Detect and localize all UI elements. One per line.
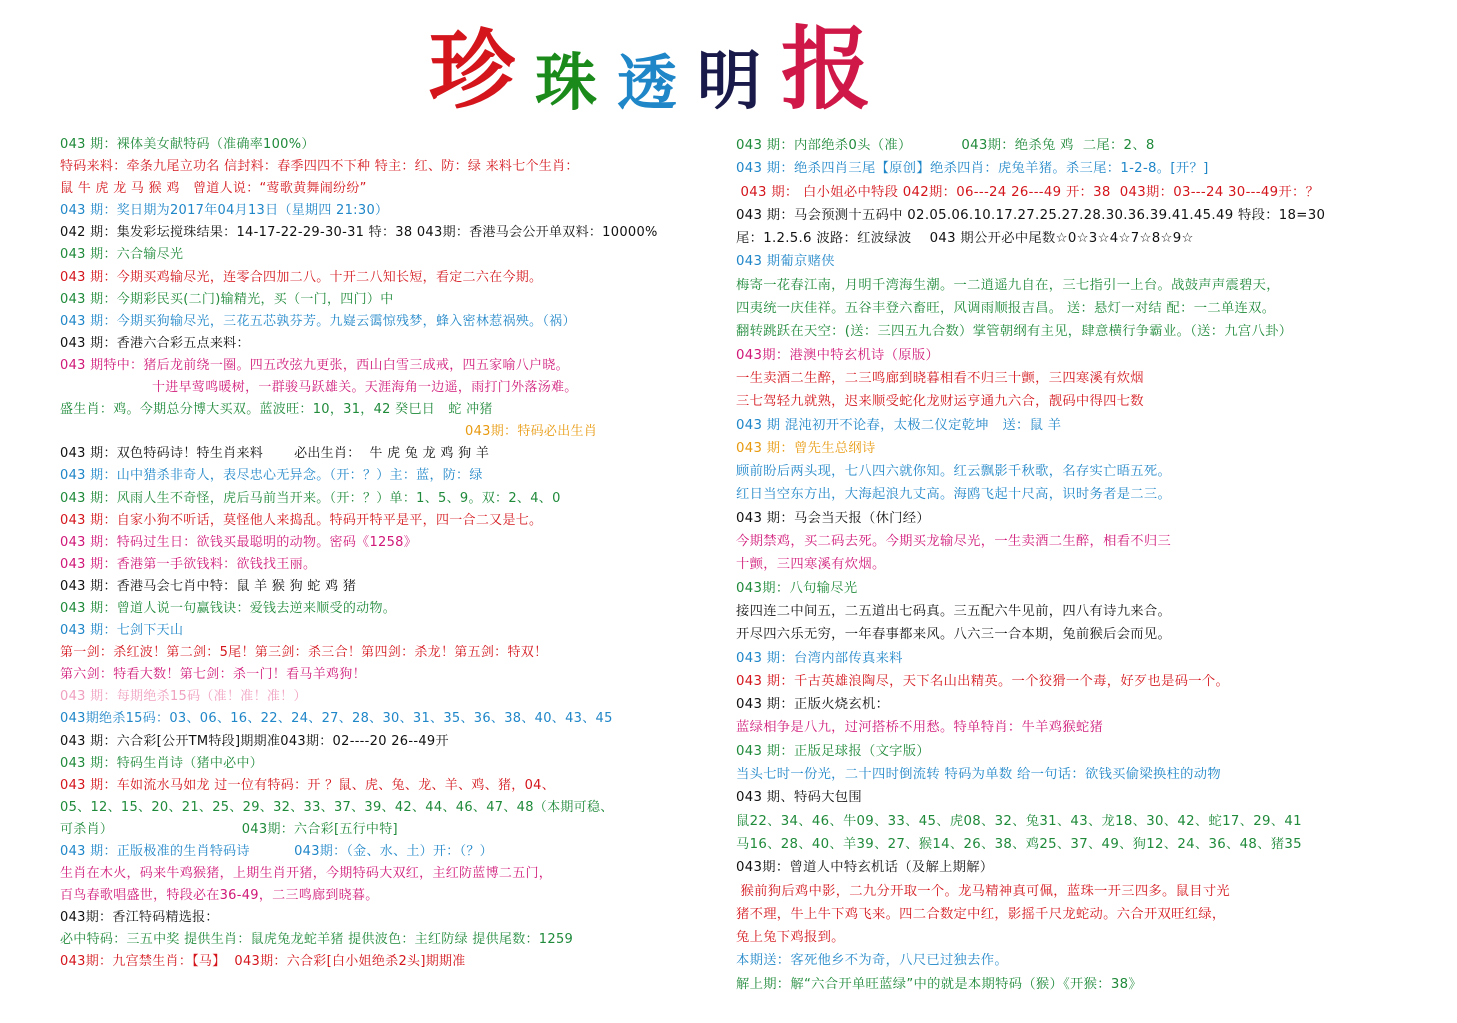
text-line: 042 期：集发彩坛搅珠结果：14-17-22-29-30-31 特：38 043期：香港马会公开单双料：10000% <box>60 225 658 241</box>
text-line: 兔上兔下鸡报到。 <box>736 930 845 946</box>
text-line: 043 期：正版火烧玄机： <box>736 697 890 713</box>
text-line: 043期：港澳中特玄机诗（原版） <box>736 347 940 363</box>
title-char: 报 <box>781 16 871 122</box>
text-line: 十进早莺鸣暖树，一群骏马跃雄关。天涯海角一边遥，雨打门外落汤难。 <box>152 380 578 396</box>
text-line: 四夷统一庆佳祥。五谷丰登六畜旺，风调雨顺报吉昌。 送：悬灯一对结 配：一二单连双。 <box>736 301 1276 317</box>
text-line: 第一剑：杀红波！第二剑：5尾！第三剑：杀三合！第四剑：杀龙！第五剑：特双！ <box>60 645 548 661</box>
text-line: 今期禁鸡，买二码去死。今期买龙输尽光，一生卖酒二生醉，相看不归三 <box>736 534 1172 550</box>
text-line: 043 期：马会当天报（休门经） <box>736 510 930 526</box>
text-line: 043 期：双色特码诗！特生肖来料 必出生肖： 牛 虎 兔 龙 鸡 狗 羊 <box>60 446 490 462</box>
text-line: 猪不理，牛上牛下鸡飞来。四二合数定中红，影摇千尺龙蛇动。六合开双旺红绿， <box>736 906 1226 922</box>
text-line: 百鸟春歌唱盛世，特段必在36-49，二三鸣廊到晓暮。 <box>60 888 379 904</box>
text-line: 翻转跳跃在天空：(送：三四五九合数）掌管朝纲有主见，肆意横行争霸业。（送：九宫八卦） <box>736 324 1293 340</box>
newspaper-title <box>0 16 1300 122</box>
left-column <box>60 134 730 974</box>
text-line: 043 期 混沌初开不论春，太极二仪定乾坤 送：鼠 羊 <box>736 417 1062 433</box>
text-line: 蓝绿相争是八九，过河搭桥不用愁。特单特肖：牛羊鸡猴蛇猪 <box>736 720 1104 736</box>
text-line: 梅寄一花春江南，月明千湾海生潮。一二逍遥九自在，三七指引一上台。战鼓声声震碧天， <box>736 277 1280 293</box>
text-line: 第六剑：特看大数！第七剑：杀一门！看马羊鸡狗！ <box>60 667 366 683</box>
text-line: 043 期：香港六合彩五点来料： <box>60 335 250 351</box>
text-line: 043 期：曾道人说一句赢钱诀：爱钱去逆来顺受的动物。 <box>60 600 397 616</box>
text-line: 043 期：正版足球报（文字版） <box>736 743 930 759</box>
text-line: 顾前盼后两头现，七八四六就你知。红云飘影千秋歌，名存实亡晤五死。 <box>736 464 1172 480</box>
right-column <box>736 134 1451 996</box>
text-line: 特码来料：牵条九尾立功名 信封料：春季四四不下种 特主：红、防：绿 来料七个生肖： <box>60 159 579 175</box>
text-line: 043 期：风雨人生不奇怪，虎后马前当开来。（开：？）单：1、5、9。双：2、4、0 <box>60 490 561 506</box>
text-line: 043 期、特码大包围 <box>736 790 862 806</box>
text-line: 马16、28、40、羊39、27、猴14、26、38、鸡25、37、49、狗12、24、36、48、猪35 <box>736 836 1302 852</box>
text-line: 043 期：内部绝杀0头（准） 043期：绝杀兔 鸡 二尾：2、8 <box>736 138 1155 153</box>
text-line: 043 期：今期买狗输尽光，三花五芯孰芬芳。九嶷云霭惊残梦，蜂入密林惹祸殃。（祸） <box>60 313 576 329</box>
text-line: 红日当空东方出，大海起浪九丈高。海鸥飞起十尺高，识时务者是二三。 <box>736 487 1172 503</box>
text-line: 043 期：特码过生日：欲钱买最聪明的动物。密码《1258》 <box>60 534 418 550</box>
text-line: 043 期：绝杀四肖三尾【原创】绝杀四肖：虎兔羊猪。杀三尾：1-2-8。[开？] <box>736 161 1209 177</box>
text-line: 尾：1.2.5.6 波路：红波绿波 043 期公开必中尾数☆0☆3☆4☆7☆8☆9☆ <box>736 231 1194 247</box>
text-line: 三七驾轻九就熟，迟来顺受蛇化龙财运亨通九六合，靓码中得四七数 <box>736 394 1144 410</box>
text-line: 043 期：千古英雄浪陶尽，天下名山出精英。一个狡猾一个毒，好歹也是码一个。 <box>736 673 1230 689</box>
text-line: 盛生肖：鸡。今期总分博大买双。蓝波旺：10，31，42 癸巳日 蛇 冲猪 <box>60 402 493 418</box>
text-line: 043期：香江特码精选报： <box>60 910 219 926</box>
text-line: 043 期：山中猎杀非奇人，表尽忠心无异念。（开：？）主：蓝，防：绿 <box>60 468 483 484</box>
text-line: 生肖在木火，码来牛鸡猴猪，上期生肖开猪，今期特码大双红，主红防蓝博二五门， <box>60 866 553 882</box>
text-line: 十颤，三四寒溪有炊烟。 <box>736 557 886 573</box>
text-line: 043 期：正版极准的生肖特码诗 043期：（金、水、土）开：（？） <box>60 844 493 859</box>
text-line: 必中特码：三五中奖 提供生肖：鼠虎兔龙蛇羊猪 提供波色：主红防绿 提供尾数：1259 <box>60 932 574 948</box>
text-line: 043 期：今期买鸡输尽光，连零合四加二八。十开二八知长短，看定二六在今期。 <box>60 269 543 285</box>
text-line: 043 期：香港马会七肖中特：鼠 羊 猴 狗 蛇 鸡 猪 <box>60 578 357 594</box>
text-line: 043 期：马会预测十五码中 02.05.06.10.17.27.25.27.28.30.36.39.41.45.49 特段：18=30 <box>736 207 1326 223</box>
text-line: 043期：九宫禁生肖：【马】 043期：六合彩[白小姐绝杀2头]期期准 <box>60 954 466 970</box>
text-line: 鼠22、34、46、牛09、33、45、虎08、32、兔31、43、龙18、30、42、蛇17、29、41 <box>736 813 1302 829</box>
text-line: 043 期：香港第一手欲钱料：欲钱找王丽。 <box>60 556 317 572</box>
text-line: 接四连二中间五，二五道出七码真。三五配六牛见前，四八有诗九来合。 <box>736 603 1172 619</box>
title-char: 明 <box>697 44 761 119</box>
text-line: 解上期：解“六合开单旺蓝绿”中的就是本期特码（猴）《开猴：38》 <box>736 976 1142 992</box>
title-char: 珠 <box>534 46 597 119</box>
text-line: 一生卖酒二生醉，二三鸣廊到晓暮相看不归三十颤，三四寒溪有炊烟 <box>736 370 1144 386</box>
text-line: 043 期：今期彩民买(二门)输精光，买（一门，四门）中 <box>60 291 394 307</box>
text-line: 043期：特码必出生肖 <box>465 424 598 440</box>
text-line: 043 期特中：猪后龙前绕一圈。四五改弦九更张，西山白雪三成戒，四五家喻八户晓。 <box>60 357 569 373</box>
text-line: 043 期：六合输尽光 <box>60 247 184 263</box>
text-line: 043 期： 白小姐必中特段 042期：06---24 26---49 开：38 043期：03---24 30---49开：？ <box>736 184 1320 200</box>
text-line: 043 期：奖日期为2017年04月13日（星期四 21:30） <box>60 203 389 219</box>
text-line: 043期：八句输尽光 <box>736 580 858 596</box>
text-line: 鼠 牛 虎 龙 马 猴 鸡 曾道人说：“莺歌黄舞闹纷纷” <box>60 181 367 197</box>
text-line: 043期绝杀15码：03、06、16、22、24、27、28、30、31、35、36、38、40、43、45 <box>60 711 613 727</box>
text-line: 可杀肖） 043期：六合彩[五行中特] <box>60 821 398 837</box>
text-line: 043 期：每期绝杀15码（准！准！准！） <box>60 689 307 705</box>
text-line: 猴前狗后鸡中影，二九分开取一个。龙马精神真可佩，蓝珠一开三四多。鼠目寸光 <box>736 883 1231 899</box>
text-line: 当头七时一份光，二十四时倒流转 特码为单数 给一句话：欲钱买偷梁换柱的动物 <box>736 767 1221 783</box>
text-line: 043 期：七剑下天山 <box>60 623 184 639</box>
title-char: 珍 <box>428 20 515 121</box>
text-line: 043 期：车如流水马如龙 过一位有特码：开 ？鼠、虎、兔、龙、羊、鸡、猪，04、 <box>60 777 556 793</box>
text-line: 开尽四六乐无穷，一年春事都来风。八六三一合本期，兔前猴后会而见。 <box>736 627 1172 643</box>
text-line: 043 期：六合彩[公开TM特段]期期准043期：02----20 26--49开 <box>60 733 449 749</box>
title-char: 透 <box>617 49 677 119</box>
text-line: 043 期：台湾内部传真来料 <box>736 650 903 666</box>
text-line: 043 期葡京赌侠 <box>736 254 835 270</box>
text-line: 043期：曾道人中特玄机话（及解上期解） <box>736 860 994 876</box>
text-line: 043 期：特码生肖诗（猪中必中） <box>60 755 264 771</box>
text-line: 043 期：曾先生总纲诗 <box>736 440 876 456</box>
text-line: 043 期：自家小狗不听话，莫怪他人来捣乱。特码开特平是平，四一合二又是七。 <box>60 512 543 528</box>
text-line: 本期送：客死他乡不为奇，八尺已过独去作。 <box>736 953 1008 969</box>
text-line: 043 期：裸体美女献特码（准确率100%） <box>60 137 315 152</box>
text-line: 05、12、15、20、21、25、29、32、33、37、39、42、44、46、47、48（本期可稳、 <box>60 799 614 815</box>
